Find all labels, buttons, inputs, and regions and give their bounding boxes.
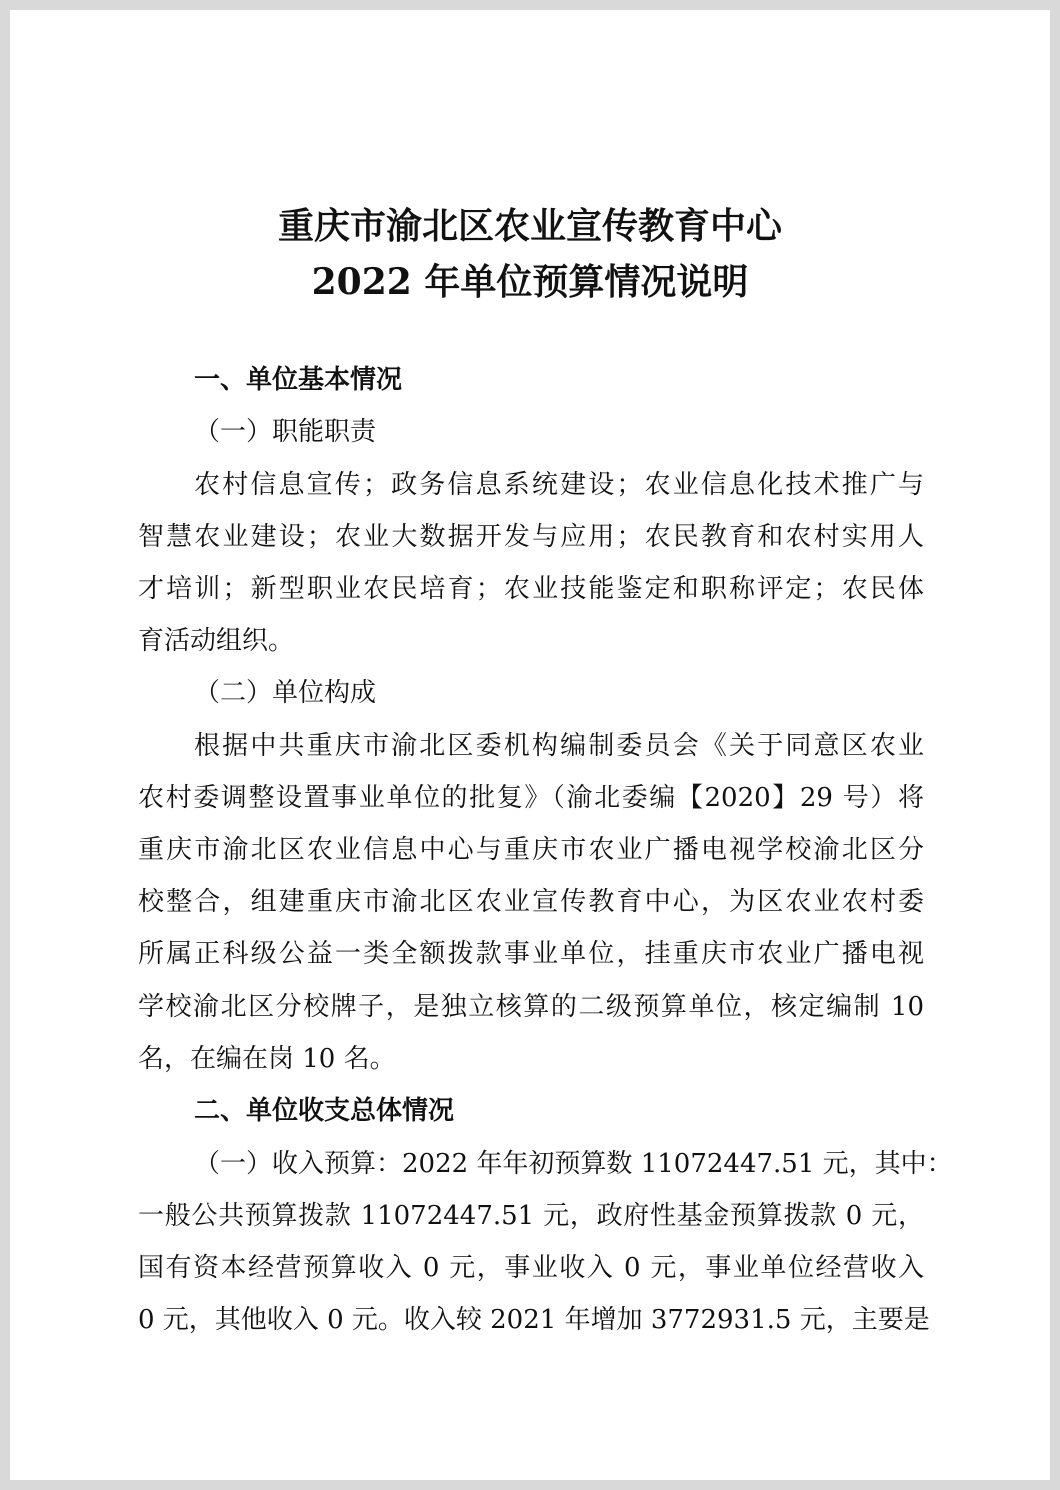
subheading-composition: （二）单位构成 <box>194 678 377 708</box>
paragraph-line: 农村委调整设置事业单位的批复》（渝北委编【2020】29 号）将 <box>138 783 924 813</box>
paragraph-line: 学校渝北区分校牌子，是独立核算的二级预算单位，核定编制 10 <box>138 992 924 1022</box>
paragraph-line: 一般公共预算拨款 11072447.51 元，政府性基金预算拨款 0 元， <box>138 1201 924 1231</box>
paragraph-line: 名，在编在岗 10 名。 <box>138 1044 396 1074</box>
paragraph-line: 根据中共重庆市渝北区委机构编制委员会《关于同意区农业 <box>194 731 924 761</box>
paragraph-line: 国有资本经营预算收入 0 元，事业收入 0 元，事业单位经营收入 <box>138 1253 924 1283</box>
section-heading-basic-info: 一、单位基本情况 <box>194 365 403 395</box>
paragraph-line: 0 元，其他收入 0 元。收入较 2021 年增加 3772931.5 元，主要是 <box>138 1305 930 1335</box>
document-title: 重庆市渝北区农业宣传教育中心 <box>277 205 782 247</box>
document-subtitle: 2022 年单位预算情况说明 <box>311 261 749 303</box>
section-heading-budget-overview: 二、单位收支总体情况 <box>194 1096 455 1126</box>
paragraph-line: 育活动组织。 <box>138 626 295 656</box>
subheading-functions: （一）职能职责 <box>194 417 377 447</box>
paragraph-line: 所属正科级公益一类全额拨款事业单位，挂重庆市农业广播电视 <box>138 939 924 969</box>
document-page <box>10 10 1050 1480</box>
paragraph-line: 智慧农业建设；农业大数据开发与应用；农民教育和农村实用人 <box>138 522 924 552</box>
paragraph-line: 校整合，组建重庆市渝北区农业宣传教育中心，为区农业农村委 <box>138 887 924 917</box>
paragraph-line: 才培训；新型职业农民培育；农业技能鉴定和职称评定；农民体 <box>138 574 924 604</box>
paragraph-line: 农村信息宣传；政务信息系统建设；农业信息化技术推广与 <box>194 470 924 500</box>
paragraph-line: 重庆市渝北区农业信息中心与重庆市农业广播电视学校渝北区分 <box>138 835 924 865</box>
paragraph-line: （一）收入预算：2022 年年初预算数 11072447.51 元，其中： <box>194 1149 953 1179</box>
